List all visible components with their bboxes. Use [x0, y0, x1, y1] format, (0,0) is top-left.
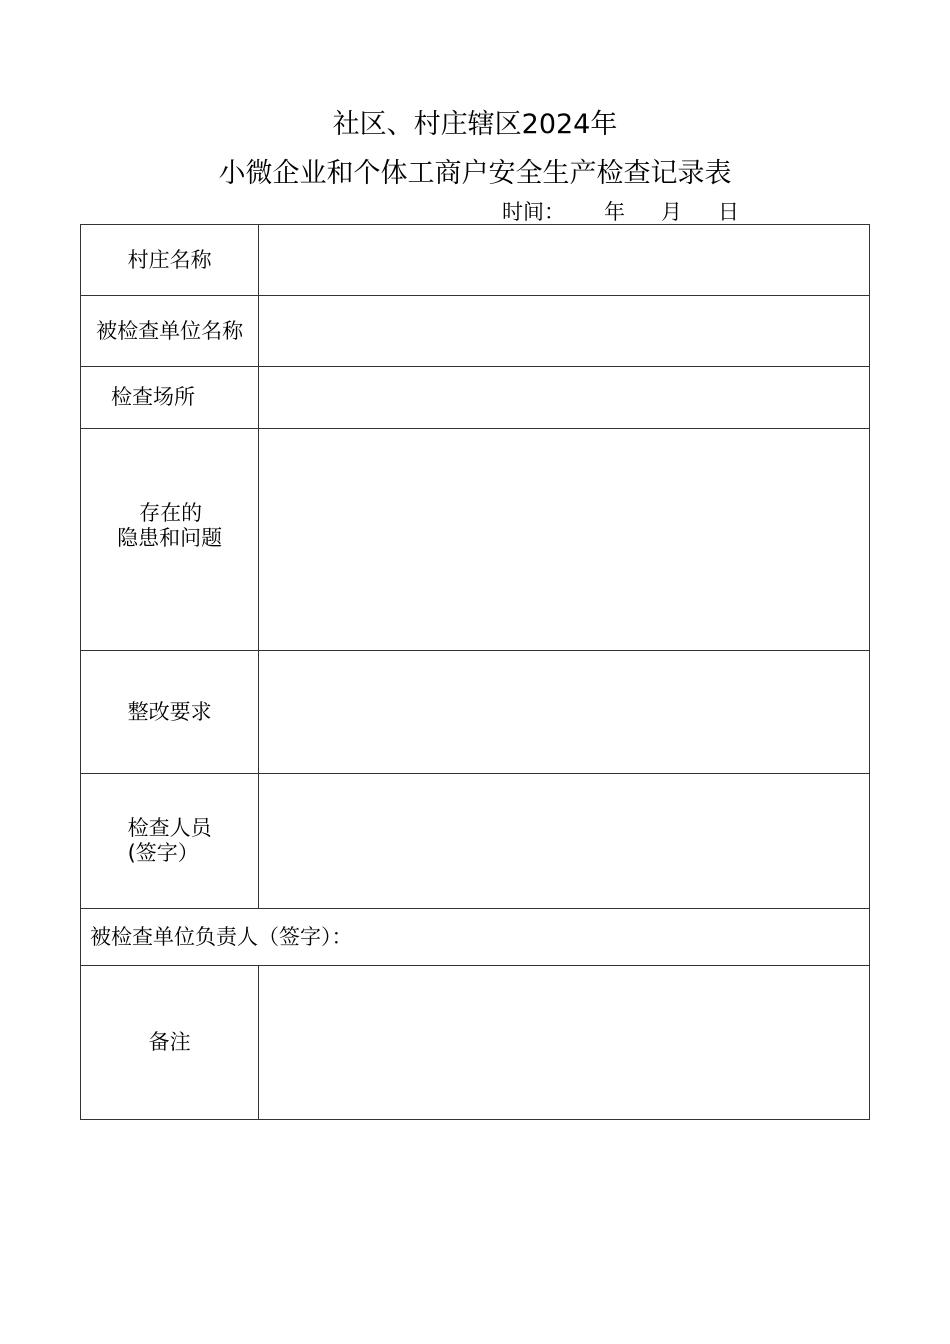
inspectors-label-line1: 检查人员: [127, 816, 212, 840]
row-rectification: [81, 651, 870, 774]
inspectors-signature-field[interactable]: [259, 774, 870, 909]
rectification-field[interactable]: [259, 651, 870, 774]
inspected-unit-label: 被检查单位名称: [81, 296, 259, 367]
village-name-field[interactable]: [259, 225, 870, 296]
rectification-label: 整改要求: [81, 651, 259, 774]
unit-leader-signature-field[interactable]: 被检查单位负责人（签字）：: [81, 909, 870, 966]
row-inspection-site: [81, 367, 870, 429]
hazards-label-line2: 隐患和问题: [117, 526, 223, 550]
row-hazards: [81, 429, 870, 651]
document-title-line2: 小微企业和个体工商户安全生产检查记录表: [218, 158, 732, 189]
hazards-label: [81, 429, 259, 651]
inspectors-label: [81, 774, 259, 909]
row-village-name: [81, 225, 870, 296]
inspected-unit-field[interactable]: [259, 296, 870, 367]
row-remarks: [81, 966, 870, 1120]
row-inspectors: [81, 774, 870, 909]
remarks-label: 备注: [81, 966, 259, 1120]
remarks-field[interactable]: [259, 966, 870, 1120]
inspectors-label-line2: (签字）: [127, 841, 199, 865]
date-label: 时间：: [502, 200, 565, 224]
row-unit-leader: [81, 909, 870, 966]
hazards-label-stack: [117, 501, 222, 551]
row-inspected-unit: [81, 296, 870, 367]
date-month-label: 月: [661, 200, 682, 224]
inspection-site-field[interactable]: [259, 367, 870, 429]
inspection-site-label: 检查场所: [81, 367, 259, 429]
hazards-label-line1: 存在的: [139, 501, 203, 525]
document-title-line1: 社区、村庄辖区2024年: [332, 109, 618, 140]
village-name-label: 村庄名称: [81, 225, 259, 296]
inspection-record-table: [80, 224, 870, 1120]
date-year-label: 年: [604, 200, 625, 224]
date-day-label: 日: [718, 200, 739, 224]
hazards-field[interactable]: [259, 429, 870, 651]
inspectors-label-stack: [128, 816, 212, 866]
